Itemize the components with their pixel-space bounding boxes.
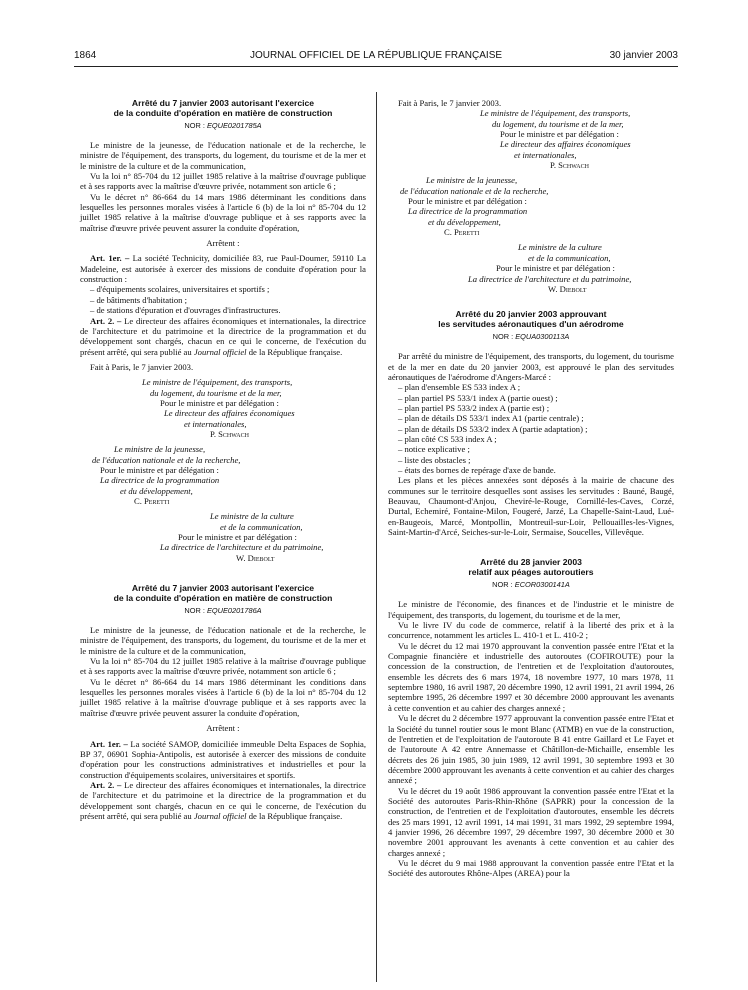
title-line: Arrêté du 20 janvier 2003 approuvant bbox=[455, 309, 607, 320]
sig-line: Le ministre de l'équipement, des transports, bbox=[480, 108, 631, 119]
list-item: – états des bornes de repérage d'axe de bande. bbox=[398, 464, 556, 475]
paragraph: Vu le livre IV du code de commerce, relatif à la liberté des prix et à la concurrence, notamment les articles L. 410-1 et L. 410-2 ; bbox=[388, 620, 674, 641]
right-column bbox=[388, 98, 674, 879]
nor-label: NOR : bbox=[184, 606, 207, 616]
article-label: Art. 1er. – bbox=[90, 738, 128, 749]
list-item: – plan partiel PS 533/2 index A (partie est) ; bbox=[398, 402, 550, 413]
column-divider bbox=[376, 92, 377, 982]
sig-line: de l'éducation nationale et de la recherche, bbox=[400, 185, 549, 196]
signature-block-equipement bbox=[80, 377, 366, 439]
title-line: relatif aux péages autoroutiers bbox=[468, 567, 594, 578]
article-2 bbox=[80, 780, 366, 821]
sig-line: du logement, du tourisme et de la mer, bbox=[150, 387, 282, 398]
title-line: Arrêté du 28 janvier 2003 bbox=[480, 557, 582, 568]
left-column bbox=[80, 98, 366, 821]
nor-code: EQUE0201786A bbox=[206, 606, 262, 616]
nor-reference bbox=[80, 605, 366, 616]
sig-line: Pour le ministre et par délégation : bbox=[500, 129, 619, 140]
article-text: de la République française. bbox=[246, 810, 343, 821]
signature-block-equipement bbox=[388, 108, 674, 170]
title-line: de la conduite d'opération en matière de construction bbox=[113, 108, 333, 118]
paragraph: Vu le décret du 9 mai 1988 approuvant la convention passée entre l'Etat et la Société des autoroutes Rhône-Alpes (AREA) pour la bbox=[388, 857, 674, 879]
fait-a-paris: Fait à Paris, le 7 janvier 2003. bbox=[90, 361, 194, 372]
signatory-name: W. Diebolt bbox=[548, 283, 587, 294]
issue-date: 30 janvier 2003 bbox=[609, 50, 678, 61]
list-item: – d'équipements scolaires, universitaires et sportifs ; bbox=[90, 284, 270, 295]
signatory-name: P. Schwach bbox=[210, 428, 249, 439]
page-number: 1864 bbox=[74, 50, 97, 61]
arrete-2-title bbox=[80, 583, 366, 603]
arrete-3-title bbox=[388, 309, 674, 329]
journal-title: JOURNAL OFFICIEL DE LA RÉPUBLIQUE FRANÇAISE bbox=[249, 50, 503, 61]
sig-line: Pour le ministre et par délégation : bbox=[100, 464, 219, 475]
signatory-name: P. Schwach bbox=[550, 160, 589, 171]
sig-line: et internationales, bbox=[514, 149, 577, 160]
sig-line: Pour le ministre et par délégation : bbox=[496, 263, 615, 274]
sig-line: La directrice de la programmation bbox=[100, 475, 220, 486]
list-item: – plan de détails DS 533/1 index A1 (partie centrale) ; bbox=[398, 413, 584, 424]
sig-line: et du développement, bbox=[428, 216, 501, 227]
arretent-heading: Arrêtent : bbox=[206, 723, 240, 734]
sig-line: Le directeur des affaires économiques bbox=[164, 408, 295, 419]
sig-line: La directrice de l'architecture et du patrimoine, bbox=[468, 273, 632, 284]
article-text: La société Technicity, domiciliée 83, rue Paul-Doumer, 59110 La Madeleine, est autorisée à exercer des missions de conduite d'opération pour la construction : bbox=[80, 253, 366, 285]
article-text: La société SAMOP, domiciliée immeuble Delta Espaces de Sophia, BP 37, 06901 Sophia-Antipolis, est autorisée à exercer des missions de conduite d'opération pour les constructions administratives et industrielles et pour la construction d'équipements scolaires, universitaires et sportifs. bbox=[80, 738, 366, 780]
signatory-name: C. Peretti bbox=[134, 496, 170, 506]
list-item: – de bâtiments d'habitation ; bbox=[90, 294, 188, 305]
sig-line: La directrice de l'architecture et du patrimoine, bbox=[160, 542, 324, 553]
signatory-name: W. Diebolt bbox=[236, 552, 275, 563]
nor-reference bbox=[388, 331, 674, 342]
signatory-name: C. Peretti bbox=[444, 227, 480, 238]
paragraph: Vu le décret du 2 décembre 1977 approuvant la convention passée entre l'Etat et la Société du tunnel routier sous le mont Blanc (ATMB) en vue de la construction, de l'entretien et de l'exploitation de l'autoroute B 41 entre Gaillard et Le Fayet et de l'autoroute A 42 entre Annemasse et Châtillon-de-Michaille, ensemble les décrets des 26 juin 1985, 30 juin 1989, 12 avril 1991, 30 septembre 1993 et 30 décembre 2000 approuvant les avenants à cette convention et au cahier des charges annexé ; bbox=[388, 713, 674, 786]
sig-line: du logement, du tourisme et de la mer, bbox=[492, 118, 624, 129]
list-item: – plan côté CS 533 index A ; bbox=[398, 433, 497, 444]
nor-reference bbox=[388, 579, 674, 590]
sig-line: et de la communication, bbox=[220, 521, 303, 532]
sig-line: Le ministre de la jeunesse, bbox=[426, 175, 518, 186]
nor-code: EQUA0300113A bbox=[515, 332, 570, 342]
paragraph: Vu le décret du 12 mai 1970 approuvant la convention passée entre l'Etat et la Compagnie financière et industrielle des autoroutes (COFIROUTE) pour la concession de la construction, de l'entretien et de l'exploitation d'autoroutes, ensemble les décrets des 6 mars 1974, 18 novembre 1977, 10 mars 1978, 11 septembre 1980, 16 avril 1987, 20 décembre 1990, 12 avril 1991, 21 avril 1994, 26 septembre 1995, 26 décembre 1997 et 30 décembre 2000 approuvant les avenants à cette convention et au cahier des charges annexé ; bbox=[388, 640, 674, 713]
article-text: de la République française. bbox=[246, 346, 343, 357]
title-line: Arrêté du 7 janvier 2003 autorisant l'exercice bbox=[131, 583, 315, 594]
nor-label: NOR : bbox=[492, 580, 515, 590]
article-1 bbox=[80, 253, 366, 284]
list-item: – de stations d'épuration et d'ouvrages d'infrastructures. bbox=[90, 305, 281, 316]
sig-line: de l'éducation nationale et de la recherche, bbox=[92, 454, 241, 465]
journal-ref: Journal officiel bbox=[193, 346, 247, 357]
paragraph: Le ministre de l'économie, des finances et de l'industrie et le ministre de l'équipement, des transports, du logement, du tourisme et de la mer, bbox=[388, 599, 674, 620]
article-label: Art. 2. – bbox=[90, 779, 122, 790]
journal-ref: Journal officiel bbox=[193, 810, 247, 821]
header-rule bbox=[74, 66, 678, 67]
article-text: Le directeur des affaires économiques et internationales, la directrice de l'architecture et du patrimoine et la directrice de la programmation et du développement sont chargés, chacun en ce qui le concerne, de l'exécution du présent arrêté, qui sera publié au bbox=[80, 315, 366, 357]
arretent-heading: Arrêtent : bbox=[206, 238, 240, 249]
signature-block-education bbox=[388, 175, 674, 237]
sig-line: La directrice de la programmation bbox=[408, 206, 528, 217]
nor-label: NOR : bbox=[492, 332, 516, 342]
paragraph: Les plans et les pièces annexées sont déposés à la mairie de chacune des communes sur le territoire desquelles sont assises les servitudes : Bauné, Baugé, Beauvau, Chaumont-d'Anjou, Cheviré-le-Rouge, Cornillé-les-Caves, Corzé, Durtal, Echemiré, Fontaine-Milon, Fougeré, Jarzé, La Chapelle-Saint-Laud, Lué-en-Baugeois, Marcé, Montpollin, Montreuil-sur-Loir, Pellouailles-les-Vignes, Saint-Martin-d'Arcé, Seiches-sur-le-Loir, Sermaise, Soucelles, Villevêque. bbox=[388, 475, 674, 538]
arrete-4-title bbox=[388, 557, 674, 577]
list-item: – plan de détails DS 533/2 index A (partie adaptation) ; bbox=[398, 423, 588, 434]
paragraph: Le ministre de la jeunesse, de l'éducation nationale et de la recherche, le ministre de l'équipement, des transports, du logement, du tourisme et de la mer et le ministre de la culture et de la communication, bbox=[80, 625, 366, 656]
sig-line: Pour le ministre et par délégation : bbox=[408, 196, 527, 207]
sig-line: Pour le ministre et par délégation : bbox=[178, 532, 297, 543]
fait-a-paris: Fait à Paris, le 7 janvier 2003. bbox=[398, 98, 502, 108]
sig-line: Le ministre de la culture bbox=[518, 242, 602, 253]
list-item: – plan d'ensemble ES 533 index A ; bbox=[398, 382, 521, 393]
title-line: les servitudes aéronautiques d'un aérodrome bbox=[438, 319, 624, 330]
article-1 bbox=[80, 739, 366, 780]
paragraph: Vu le décret n° 86-664 du 14 mars 1986 déterminant les conditions dans lesquelles les personnes morales visées à l'article 6 (b) de la loi n° 85-704 du 12 juillet 1985 relative à la maîtrise d'ouvrage publique et à ses rapports avec la maîtrise d'œuvre privée peuvent assurer la conduite d'opération, bbox=[80, 676, 366, 718]
sig-line: et de la communication, bbox=[528, 252, 611, 263]
article-label: Art. 2. – bbox=[90, 315, 122, 326]
article-2 bbox=[80, 316, 366, 357]
paragraph: Vu le décret n° 86-664 du 14 mars 1986 déterminant les conditions dans lesquelles les personnes morales visées à l'article 6 (b) de la loi n° 85-704 du 12 juillet 1985 relative à la maîtrise d'ouvrage publique et à ses rapports avec la maîtrise d'œuvre privée peuvent assurer la conduite d'opération, bbox=[80, 191, 366, 233]
page-header bbox=[74, 50, 678, 64]
sig-line: Le directeur des affaires économiques bbox=[500, 139, 631, 150]
sig-line: Le ministre de la jeunesse, bbox=[114, 444, 206, 455]
paragraph: Par arrêté du ministre de l'équipement, des transports, du logement, du tourisme et de la mer en date du 20 janvier 2003, est approuvé le plan des servitudes aéronautiques de l'aérodrome d'Angers-Marcé : bbox=[388, 351, 674, 382]
paragraph: Vu la loi n° 85-704 du 12 juillet 1985 relative à la maîtrise d'ouvrage publique et à ses rapports avec la maîtrise d'œuvre privée, notamment son article 6 ; bbox=[80, 171, 366, 192]
title-line: de la conduite d'opération en matière de construction bbox=[113, 593, 333, 604]
nor-code: ECOR0300141A bbox=[514, 580, 570, 590]
article-text: Le directeur des affaires économiques et internationales, la directrice de l'architecture et du patrimoine et la directrice de la programmation et du développement sont chargés, chacun en ce qui le concerne, de l'exécution du présent arrêté, qui sera publié au bbox=[80, 779, 366, 821]
sig-line: Pour le ministre et par délégation : bbox=[160, 397, 279, 408]
sig-line: Le ministre de la culture bbox=[210, 511, 294, 522]
nor-code: EQUE0201785A bbox=[206, 121, 262, 130]
list-item: – plan partiel PS 533/1 index A (partie ouest) ; bbox=[398, 392, 558, 403]
nor-label: NOR : bbox=[184, 121, 207, 130]
title-line: Arrêté du 7 janvier 2003 autorisant l'exercice bbox=[131, 98, 315, 108]
nor-reference bbox=[80, 120, 366, 131]
paragraph: Vu le décret du 19 août 1986 approuvant la convention passée entre l'Etat et la Société des autoroutes Paris-Rhin-Rhône (SAPRR) pour la concession de la construction, de l'entretien et de l'exploitation d'autoroutes, ensemble les décrets des 25 mars 1991, 12 avril 1991, 14 mai 1991, 31 mars 1992, 29 septembre 1994, 4 janvier 1996, 26 décembre 1997, 29 décembre 1997, 30 décembre 2000 et 30 novembre 2001 approuvant les avenants à cette convention et au cahier des charges annexé ; bbox=[388, 785, 674, 858]
signature-block-culture bbox=[388, 242, 674, 294]
paragraph: Vu la loi n° 85-704 du 12 juillet 1985 relative à la maîtrise d'ouvrage publique et à ses rapports avec la maîtrise d'œuvre privée, notamment son article 6 ; bbox=[80, 656, 366, 677]
sig-line: et du développement, bbox=[120, 485, 193, 496]
sig-line: Le ministre de l'équipement, des transports, bbox=[142, 377, 293, 388]
list-item: – liste des obstacles ; bbox=[398, 454, 471, 465]
arrete-1-title bbox=[80, 98, 366, 118]
list-item: – notice explicative ; bbox=[398, 444, 470, 455]
article-label: Art. 1er. – bbox=[90, 253, 130, 264]
sig-line: et internationales, bbox=[184, 418, 247, 429]
signature-block-education bbox=[80, 444, 366, 506]
signature-block-culture bbox=[80, 511, 366, 563]
paragraph: Le ministre de la jeunesse, de l'éducation nationale et de la recherche, le ministre de l'équipement, des transports, du logement, du tourisme et de la mer et le ministre de la culture et de la communication, bbox=[80, 140, 366, 171]
